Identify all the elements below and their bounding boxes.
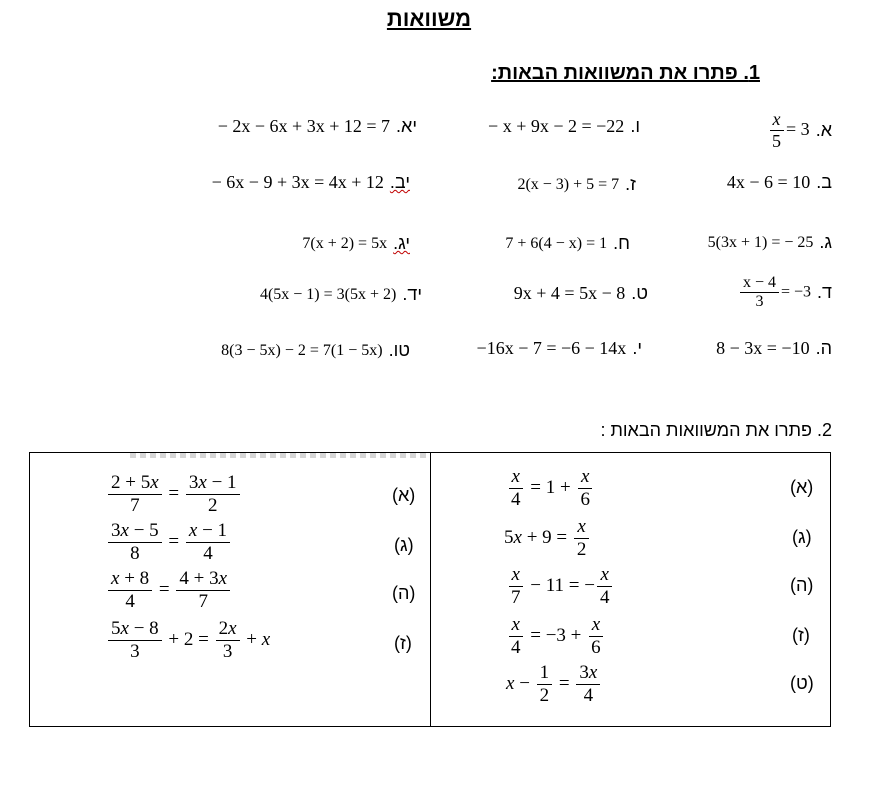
equation: −16x − 7 = −6 − 14x xyxy=(476,338,627,358)
equation: 9x + 4 = 5x − 8 xyxy=(513,283,626,303)
eq-item-ch xyxy=(505,233,630,254)
eq-label: (ט) xyxy=(790,673,814,693)
eq-item-v xyxy=(488,116,640,137)
equation: 8 − 3x = −10 xyxy=(716,338,810,358)
equations-table xyxy=(29,452,831,727)
eq-label: יב. xyxy=(389,172,410,192)
equation: $\frac{x}{4}$ = 1 + $\frac{x}{6}$ xyxy=(506,467,595,511)
eq-item-h xyxy=(716,338,832,359)
equation: − 2x − 6x + 3x + 12 = 7 xyxy=(217,116,391,136)
eq-label: ז. xyxy=(625,174,636,194)
section1-heading: 1. פתרו את המשוואות הבאות: xyxy=(491,62,760,84)
eq-label: ג. xyxy=(819,232,832,252)
equation: $\frac{x + 8}{4}$ = $\frac{4 + 3x}{7}$ xyxy=(106,569,232,613)
eq-label: (ג) xyxy=(792,527,812,547)
eq-label: א. xyxy=(815,120,832,141)
equation: − x + 9x − 2 = −22 xyxy=(488,116,625,136)
equation: 7(x + 2) = 5x xyxy=(302,234,388,252)
equation: $\frac{2 + 5x}{7}$ = $\frac{3x - 1}{2}$ xyxy=(106,473,242,517)
equation: 5x + 9 = $\frac{x}{2}$ xyxy=(504,517,591,561)
eq-item-g xyxy=(708,232,832,253)
eq-label: (ז) xyxy=(792,625,810,645)
equation: x − $\frac{1}{2}$ = $\frac{3x}{4}$ xyxy=(506,663,602,707)
equation: 4(5x − 1) = 3(5x + 2) xyxy=(259,285,397,303)
equation: − 6x − 9 + 3x = 4x + 12 xyxy=(211,172,384,192)
equation: 8(3 − 5x) − 2 = 7(1 − 5x) xyxy=(221,341,383,359)
eq-item-d xyxy=(738,274,832,311)
eq-label: יד. xyxy=(402,284,422,304)
equation: 7 + 6(4 − x) = 1 xyxy=(505,234,608,252)
eq-item-y xyxy=(477,338,642,359)
equation: 5(3x + 1) = − 25 xyxy=(707,233,814,251)
equation: 4x − 6 = 10 xyxy=(726,172,811,192)
eq-label: (ז) xyxy=(394,633,412,653)
eq-label: (ג) xyxy=(394,535,414,555)
eq-item-z xyxy=(517,174,636,195)
eq-label: יא. xyxy=(396,116,417,136)
page-title: משוואות xyxy=(386,6,472,31)
eq-item-t xyxy=(514,283,648,304)
equation: $\frac{3x - 5}{8}$ = $\frac{x - 1}{4}$ xyxy=(106,521,232,565)
eq-item-b xyxy=(727,172,832,193)
equation: $\frac{x}{4}$ = −3 + $\frac{x}{6}$ xyxy=(506,615,606,659)
eq-label: ב. xyxy=(816,172,832,192)
eq-item-yg xyxy=(302,233,410,254)
eq-label: (א) xyxy=(392,485,416,505)
eq-label: טו. xyxy=(388,340,410,360)
scan-artifact xyxy=(130,453,430,458)
eq-label: י. xyxy=(632,338,642,358)
eq-item-tv xyxy=(221,340,410,361)
eq-label: ו. xyxy=(630,116,640,136)
eq-item-yb xyxy=(212,172,410,193)
eq-label: (ה) xyxy=(392,583,416,603)
eq-label: (א) xyxy=(790,477,814,497)
equation: $\frac{x}{5}$ = 3 xyxy=(767,110,810,151)
table-divider xyxy=(430,453,431,726)
equation: $\frac{x}{7}$ − 11 = − $\frac{x}{4}$ xyxy=(506,565,614,609)
eq-item-ya xyxy=(218,116,417,137)
eq-label: ד. xyxy=(817,281,832,302)
equation: 2(x − 3) + 5 = 7 xyxy=(517,175,620,193)
eq-label: ה. xyxy=(815,338,832,358)
equation: $\frac{5x - 8}{3}$ + 2 = $\frac{2x}{3}$ + x xyxy=(106,619,270,663)
eq-label: (ה) xyxy=(790,575,814,595)
eq-item-a xyxy=(767,110,832,151)
eq-item-yd xyxy=(260,284,422,305)
equation: $\frac{x - 4}{3}$ = −3 xyxy=(738,274,811,311)
section2-heading: 2. פתרו את המשוואות הבאות : xyxy=(600,420,832,440)
eq-label: ט. xyxy=(631,283,648,303)
eq-label: יג. xyxy=(393,233,410,253)
eq-label: ח. xyxy=(613,233,630,253)
